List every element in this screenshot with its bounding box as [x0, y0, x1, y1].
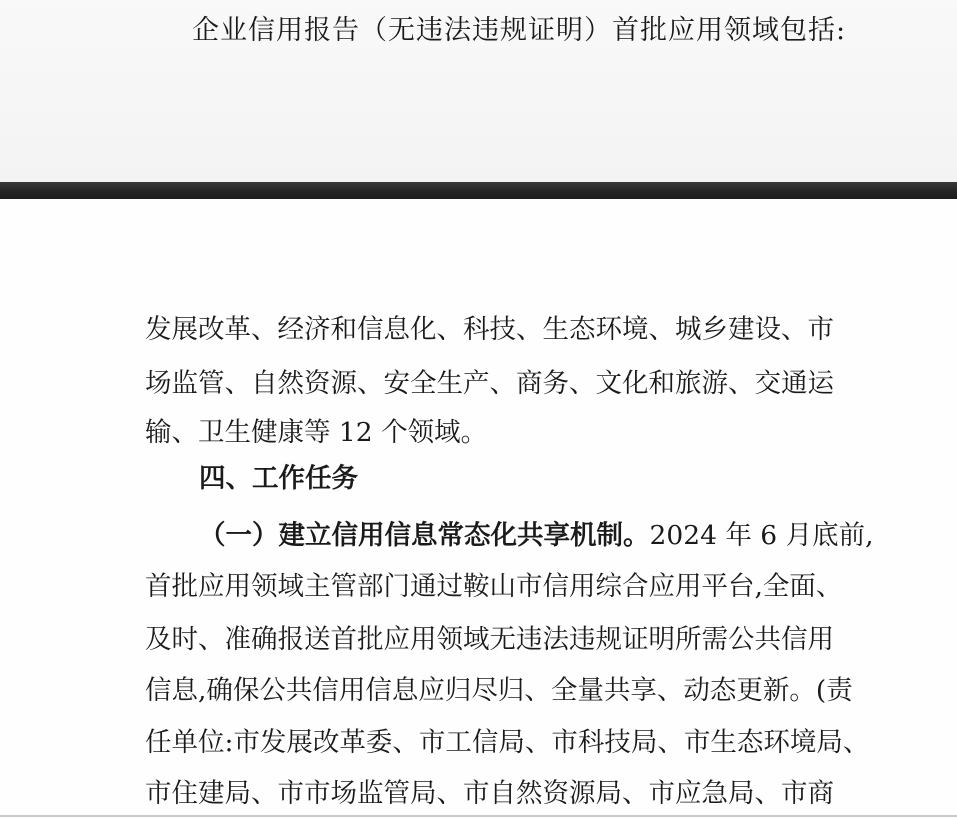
paragraph-line: 发展改革、经济和信息化、科技、生态环境、城乡建设、市 [145, 314, 834, 345]
section-heading: 四、工作任务 [199, 463, 358, 494]
subsection-title: （一）建立信用信息常态化共享机制。 [199, 520, 650, 551]
paragraph-line: 输、卫生健康等 12 个领域。 [145, 417, 488, 448]
previous-page-fragment [0, 0, 957, 182]
paragraph-line: 及时、准确报送首批应用领域无违法违规证明所需公共信用 [145, 624, 834, 655]
subsection-first-line [199, 520, 874, 551]
paragraph-line: 信息,确保公共信用信息应归尽归、全量共享、动态更新。(责 [145, 675, 853, 706]
subsection-first-line-rest: 2024 年 6 月底前, [649, 520, 874, 551]
paragraph-line: 任单位:市发展改革委、市工信局、市科技局、市生态环境局、 [145, 727, 870, 758]
paragraph-line: 场监管、自然资源、安全生产、商务、文化和旅游、交通运 [145, 368, 834, 399]
top-page-text-line: 企业信用报告（无违法违规证明）首批应用领域包括: [192, 15, 847, 46]
page-divider [0, 182, 957, 199]
paragraph-line: 首批应用领域主管部门通过鞍山市信用综合应用平台,全面、 [145, 571, 843, 602]
paragraph-line: 市住建局、市市场监管局、市自然资源局、市应急局、市商 [145, 778, 834, 809]
document-page [0, 199, 957, 819]
page-bottom-edge [0, 815, 957, 817]
